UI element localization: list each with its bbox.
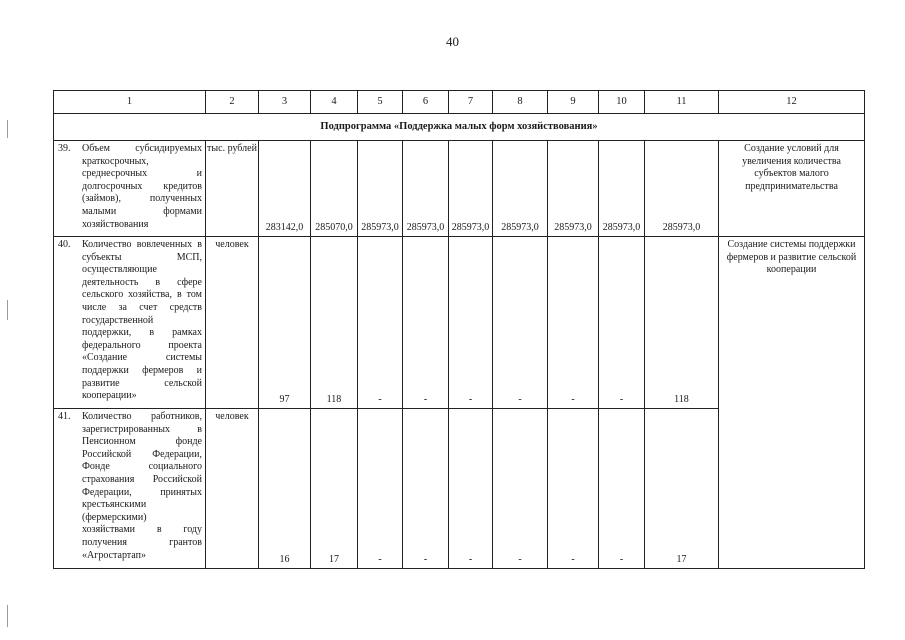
value-cell: 285973,0 — [358, 141, 403, 237]
margin-mark-bottom — [7, 605, 8, 627]
indicator-name: Количество работников, зарегистрированных в Пенсионном фонде Российской Федерации, Фонде социального страхования Российской Федерации, принятых крестьянскими (фермерскими) хозяйствами в году получения грантов «Агростартап» — [82, 411, 202, 561]
column-header: 9 — [548, 91, 599, 114]
value-cell: - — [403, 237, 449, 409]
indicator-name: Объем субсидируемых краткосрочных, среднесрочных и долгосрочных кредитов (займов), полученных малыми формами хозяйствования — [82, 143, 202, 230]
value-cell: - — [449, 237, 493, 409]
page-number: 40 — [446, 34, 459, 49]
value-cell: - — [548, 409, 599, 569]
value-cell: 285070,0 — [311, 141, 358, 237]
value-cell: 17 — [645, 409, 719, 569]
column-header: 7 — [449, 91, 493, 114]
value-cell: - — [548, 237, 599, 409]
column-header: 11 — [645, 91, 719, 114]
value-cell: 118 — [311, 237, 358, 409]
unit-cell: тыс. рублей — [206, 141, 259, 237]
subprogram-row — [54, 114, 865, 141]
value-cell: 285973,0 — [493, 141, 548, 237]
result-cell: Создание условий для увеличения количества субъектов малого предпринимательства — [719, 141, 865, 237]
value-cell: 283142,0 — [259, 141, 311, 237]
column-header: 3 — [259, 91, 311, 114]
value-cell: 285973,0 — [449, 141, 493, 237]
value-cell: 17 — [311, 409, 358, 569]
result-cell: Создание системы поддержки фермеров и развитие сельской кооперации — [719, 237, 865, 569]
value-cell: 97 — [259, 237, 311, 409]
value-cell: 285973,0 — [403, 141, 449, 237]
value-cell: 285973,0 — [548, 141, 599, 237]
value-cell: 285973,0 — [599, 141, 645, 237]
column-header: 5 — [358, 91, 403, 114]
column-header: 10 — [599, 91, 645, 114]
column-header: 4 — [311, 91, 358, 114]
column-header: 2 — [206, 91, 259, 114]
value-cell: - — [358, 409, 403, 569]
value-cell: - — [599, 237, 645, 409]
value-cell: - — [493, 237, 548, 409]
margin-mark-middle — [7, 300, 8, 320]
value-cell: 285973,0 — [645, 141, 719, 237]
value-cell: - — [403, 409, 449, 569]
column-header: 12 — [719, 91, 865, 114]
indicators-table — [53, 90, 865, 569]
value-cell: - — [493, 409, 548, 569]
indicator-name: Количество вовлеченных в субъекты МСП, осуществляющие деятельность в сфере сельского хозяйства, в том числе за счет средств государственной поддержки, в рамках федерального проекта «Создание системы поддержки фермеров и развитие сельской кооперации» — [82, 239, 202, 402]
table-row — [54, 237, 865, 409]
indicator-cell — [54, 409, 206, 569]
unit-cell: человек — [206, 409, 259, 569]
indicator-number: 39. — [58, 143, 71, 154]
indicator-cell — [54, 237, 206, 409]
unit-cell: человек — [206, 237, 259, 409]
indicator-number: 40. — [58, 239, 71, 250]
indicator-cell — [54, 141, 206, 237]
subprogram-title: Подпрограмма «Поддержка малых форм хозяйствования» — [54, 114, 865, 141]
column-header: 8 — [493, 91, 548, 114]
value-cell: - — [599, 409, 645, 569]
table-row — [54, 141, 865, 237]
margin-mark-top — [7, 120, 8, 138]
value-cell: - — [449, 409, 493, 569]
value-cell: 118 — [645, 237, 719, 409]
indicator-number: 41. — [58, 411, 71, 422]
column-header: 6 — [403, 91, 449, 114]
column-number-row — [54, 91, 865, 114]
value-cell: - — [358, 237, 403, 409]
value-cell: 16 — [259, 409, 311, 569]
column-header: 1 — [54, 91, 206, 114]
